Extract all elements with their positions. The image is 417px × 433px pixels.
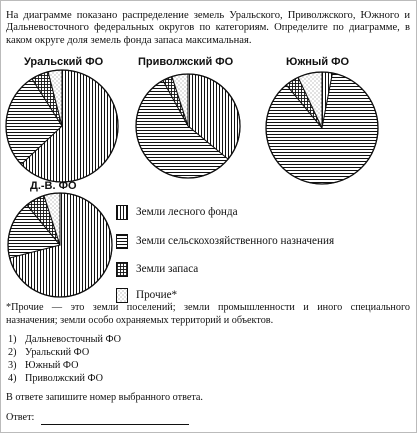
pie-title: Д.-В. ФО xyxy=(30,180,77,192)
legend-label: Земли запаса xyxy=(136,263,199,275)
option-2[interactable] xyxy=(8,346,121,359)
option-number: 1) xyxy=(8,334,17,345)
option-text: Дальневосточный ФО xyxy=(25,334,121,345)
option-number: 4) xyxy=(8,373,17,384)
pie-chart xyxy=(4,68,120,184)
pie-title: Приволжский ФО xyxy=(138,56,234,68)
pie-title: Южный ФО xyxy=(286,56,350,68)
option-3[interactable] xyxy=(8,359,121,372)
answer-options xyxy=(8,333,121,385)
instruction-text: В ответе запишите номер выбранного ответа. xyxy=(6,392,203,403)
answer-label: Ответ: xyxy=(6,412,35,423)
option-number: 2) xyxy=(8,347,17,358)
legend-label: Земли сельскохозяйственного назначения xyxy=(136,235,335,247)
option-4[interactable] xyxy=(8,372,121,385)
legend-swatch xyxy=(116,205,128,220)
option-text: Приволжский ФО xyxy=(25,373,103,384)
footnote: *Прочие — это земли поселений; земли промышленности и иного специального назначения; земли особо охраняемых территорий и объектов. xyxy=(6,302,410,326)
legend-label: Земли лесного фонда xyxy=(136,206,238,218)
legend-label: Прочие* xyxy=(136,289,178,301)
answer-input-line[interactable] xyxy=(41,424,189,425)
question-text: На диаграмме показано распределение земель Уральского, Приволжского, Южного и Дальневосточного федеральных округов по категориям. Определите по диаграмме, в каком округе доля земель фонда запаса максимальная. xyxy=(6,10,410,46)
pie-chart xyxy=(134,72,242,180)
pie-chart xyxy=(6,191,114,299)
option-number: 3) xyxy=(8,360,17,371)
legend-swatch xyxy=(116,234,128,249)
pie-chart xyxy=(264,70,380,186)
option-1[interactable] xyxy=(8,333,121,346)
legend-swatch xyxy=(116,262,128,277)
pie-title: Уральский ФО xyxy=(24,56,104,68)
legend-swatch xyxy=(116,288,128,303)
option-text: Уральский ФО xyxy=(25,347,90,358)
option-text: Южный ФО xyxy=(25,360,79,371)
